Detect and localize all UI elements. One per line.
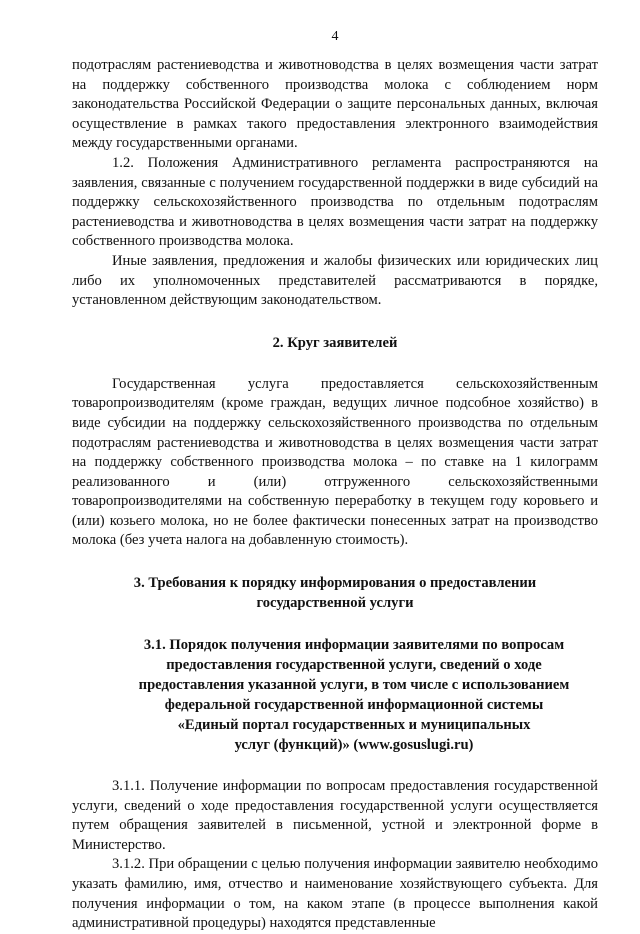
section-3-title bbox=[72, 573, 598, 613]
paragraph-applicants: Государственная услуга предоставляется сельскохозяйственным товаропроизводителям (кроме граждан, ведущих личное подсобное хозяйство) в виде субсидии на поддержку сельскохозяйственного производства по отдельным подотраслям растениеводства и животноводства в целях возмещения части затрат на поддержку собственного производства молока – по ставке на 1 килограмм реализованного и (или) отгруженного сельскохозяйственными товаропроизводителями на собственную переработку в текущем году коровьего и (или) козьего молока, но не более фактически понесенных затрат на производство молока (без учета налога на добавленную стоимость). bbox=[72, 375, 598, 549]
paragraph-continuation: подотраслям растениеводства и животноводства в целях возмещения части затрат на поддержку собственного производства молока с соблюдением норм законодательства Российской Федерации о защите персональных данных, включая осуществление в рамках такого предоставления электронного взаимодействия между государственными органами. bbox=[72, 57, 598, 152]
subsection-3-1-title-line: федеральной государственной информационной системы bbox=[164, 697, 544, 714]
subsection-3-1-title-line: 3.1. Порядок получения информации заявителями по вопросам bbox=[143, 637, 565, 654]
paragraph-3-1-2: 3.1.2. При обращении с целью получения информации заявителю необходимо указать фамилию, имя, отчество и наименование хозяйствующего субъекта. Для получения информации о том, на каком этапе (в процессе выполнения какой административной процедуры) находятся представленные bbox=[72, 856, 598, 932]
subsection-3-1-title-line: предоставления указанной услуги, в том числе с использованием bbox=[138, 677, 570, 694]
subsection-3-1-title-line: услуг (функций)» (www.gosuslugi.ru) bbox=[234, 737, 474, 754]
paragraph-3-1-1: 3.1.1. Получение информации по вопросам предоставления государственной услуги, сведений о ходе предоставления государственной услуги осуществляется путем обращения заявителей в письменной, устной и электронной форме в Министерство. bbox=[72, 778, 598, 853]
page-number: 4 bbox=[331, 29, 339, 44]
subsection-3-1-title-line: предоставления государственной услуги, сведений о ходе bbox=[166, 657, 542, 674]
subsection-3-1-title bbox=[72, 635, 598, 755]
paragraph-1-2: 1.2. Положения Административного регламента распространяются на заявления, связанные с получением государственной поддержки в виде субсидий на поддержку сельскохозяйственного производства по отдельным подотраслям растениеводства и животноводства в целях возмещения части затрат на поддержку собственного производства молока. bbox=[72, 154, 598, 250]
section-2-title: 2. Круг заявителей bbox=[272, 334, 398, 351]
paragraph-other-applications: Иные заявления, предложения и жалобы физических или юридических лиц либо их уполномоченных представителей рассматриваются в порядке, установленном действующим законодательством. bbox=[72, 252, 598, 309]
section-3-title-line: 3. Требования к порядку информирования о предоставлении bbox=[133, 575, 537, 592]
section-3-title-line: государственной услуги bbox=[256, 595, 414, 612]
subsection-3-1-title-line: «Единый портал государственных и муниципальных bbox=[177, 717, 531, 734]
